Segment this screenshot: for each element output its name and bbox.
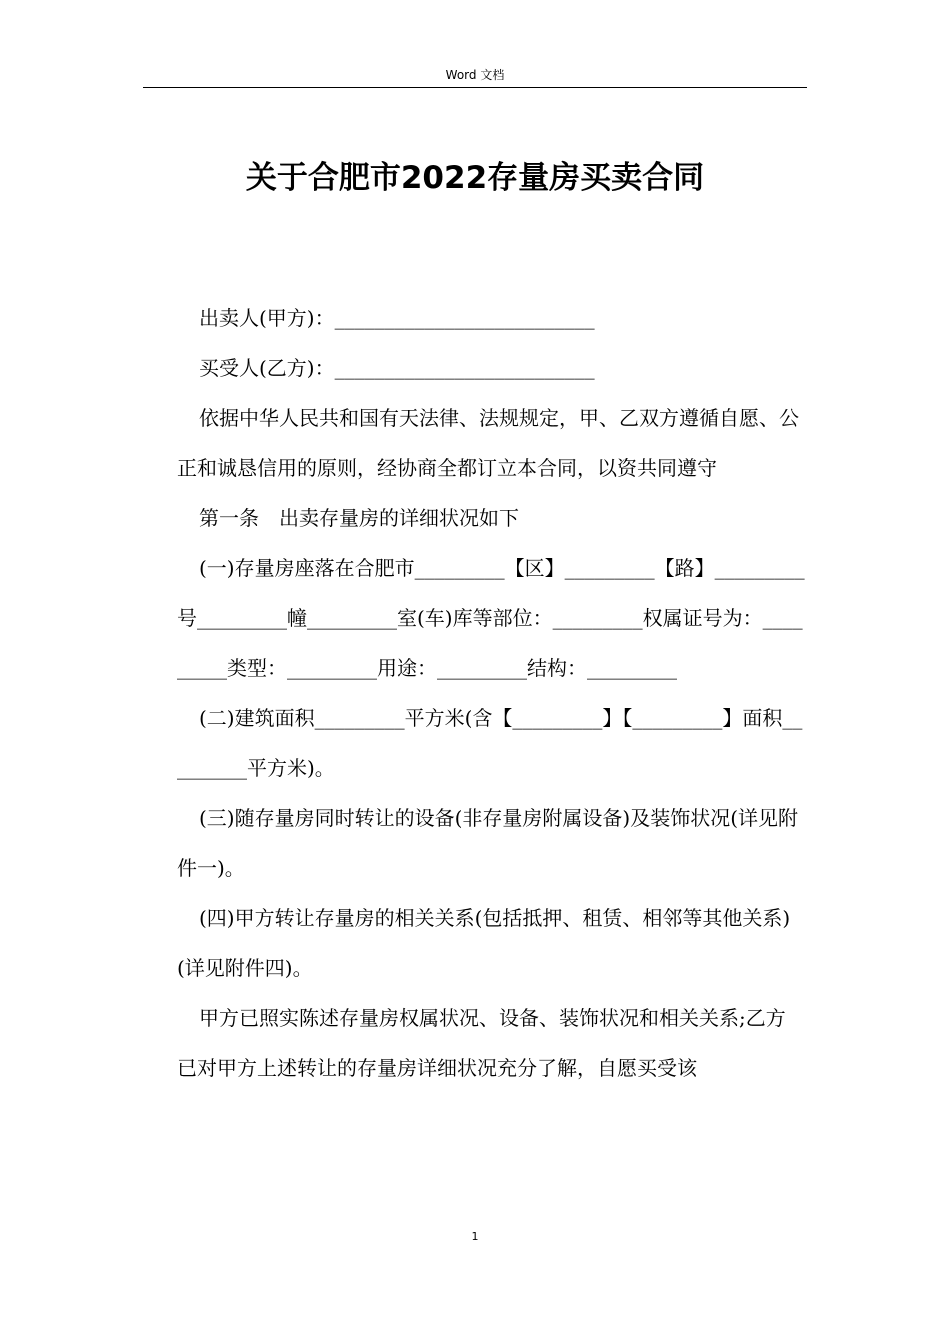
header-divider: [143, 87, 807, 88]
article-one-heading: 第一条 出卖存量房的详细状况如下: [199, 506, 519, 530]
seller-line: 出卖人(甲方)：__________________________: [199, 306, 595, 330]
clause-location: (一)存量房座落在合肥市_________【区】_________【路】_________号_________幢_________室(车)库等部位：_________权属证号为：_________类型：_________用途：_________结构：_________: [177, 556, 805, 680]
clause-area: (二)建筑面积_________平方米(含【_________】【_________】面积_________平方米)。: [177, 706, 803, 780]
page-number: 1: [471, 1230, 479, 1243]
buyer-line: 买受人(乙方)：__________________________: [199, 356, 595, 380]
clause-equipment: (三)随存量房同时转让的设备(非存量房附属设备)及装饰状况(详见附件一)。: [177, 806, 799, 880]
header-label: Word 文档: [445, 68, 505, 82]
statement-paragraph: 甲方已照实陈述存量房权属状况、设备、装饰状况和相关关系;乙方已对甲方上述转让的存量房详细状况充分了解，自愿买受该: [177, 1006, 786, 1080]
document-body: [177, 293, 805, 1093]
preamble-paragraph: 依据中华人民共和国有天法律、法规规定，甲、乙双方遵循自愿、公正和诚恳信用的原则，经协商全都订立本合同，以资共同遵守: [177, 406, 799, 480]
document-title: 关于合肥市2022存量房买卖合同: [245, 160, 705, 196]
clause-relations: (四)甲方转让存量房的相关关系(包括抵押、租赁、相邻等其他关系)(详见附件四)。: [177, 906, 791, 980]
